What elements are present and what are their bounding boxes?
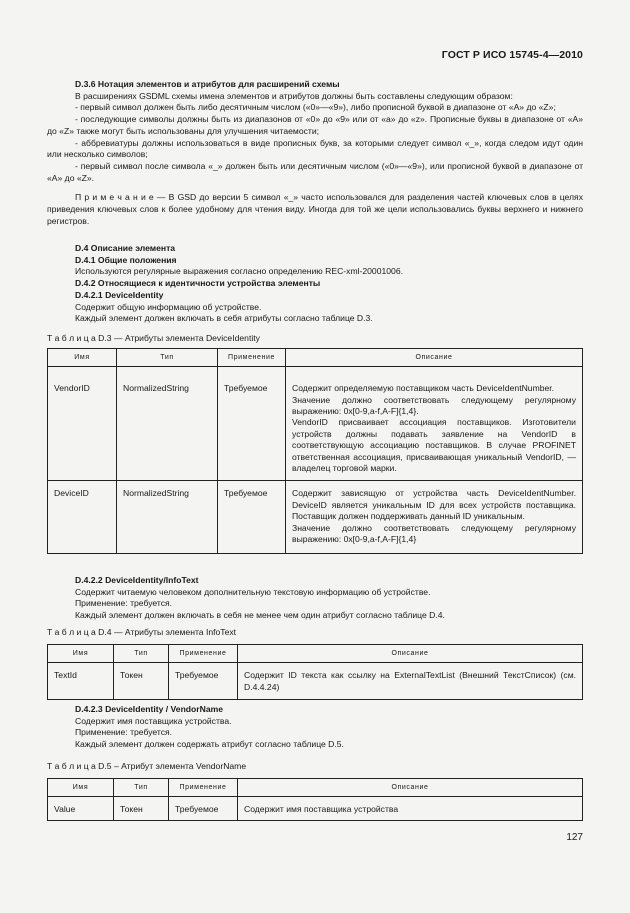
column-header: Применение	[169, 644, 238, 662]
description-text: Значение должно соответствовать следующему регулярному выражению: 0x[0-9,a-f,A-F]{1,4}	[292, 522, 576, 544]
cell-usage: Требуемое	[218, 367, 286, 481]
section-heading: D.4.2 Относящиеся к идентичности устройства элементы	[75, 278, 321, 289]
paragraph: В расширениях GSDML схемы имена элементов и атрибутов должны быть составлены следующим образом:	[75, 90, 513, 101]
table-caption-text: D.5 – Атрибут элемента VendorName	[95, 761, 247, 771]
table-row	[48, 367, 583, 481]
table-caption	[47, 333, 583, 345]
note-text: — В GSD до версии 5 символ «_» часто использовался для разделения частей ключевых слов в целях приведения ключевых слов к более удобному для чтения виду. Иногда для той же цели использовались буквы верхнего и нижнего регистров.	[47, 192, 583, 226]
standard-header: ГОСТ Р ИСО 15745-4—2010	[441, 49, 583, 61]
table-caption	[47, 761, 583, 773]
table-caption-text: D.4 — Атрибуты элемента InfoText	[95, 627, 237, 637]
section-heading: D.4.1 Общие положения	[75, 254, 177, 265]
cell-description: Содержит имя поставщика устройства	[238, 797, 583, 820]
column-header: Тип	[114, 778, 169, 796]
cell-usage: Требуемое	[169, 797, 238, 820]
cell-name: Value	[48, 797, 114, 820]
table-d4	[47, 644, 583, 700]
column-header: Имя	[48, 778, 114, 796]
cell-type: Токен	[114, 663, 169, 700]
section-heading: D.3.6 Нотация элементов и атрибутов для расширений схемы	[75, 79, 340, 89]
column-header: Применение	[218, 348, 286, 366]
table-d5-block	[47, 761, 583, 821]
paragraph: Применение: требуется.	[75, 727, 173, 738]
column-header: Описание	[238, 778, 583, 796]
paragraph: Содержит общую информацию об устройстве.	[75, 301, 262, 312]
table-caption-label: Т а б л и ц а	[47, 333, 96, 343]
column-header: Тип	[114, 644, 169, 662]
column-header: Описание	[286, 348, 583, 366]
table-d3	[47, 348, 583, 555]
cell-description	[286, 367, 583, 481]
paragraph: - последующие символы должны быть из диапазонов от «0» до «9» или от «a» до «z». Прописные буквы в диапазоне от «A» до «Z» также могут быть использованы для улучшения читаемости;	[47, 114, 583, 136]
section-d423	[47, 704, 583, 751]
paragraph: Каждый элемент должен включать в себя атрибуты согласно таблице D.3.	[75, 313, 373, 324]
table-row	[48, 797, 583, 820]
cell-type: Токен	[114, 797, 169, 820]
table-caption-text: D.3 — Атрибуты элемента DeviceIdentity	[95, 333, 260, 343]
page-number: 127	[566, 832, 583, 843]
column-header: Имя	[48, 348, 117, 366]
cell-description	[286, 481, 583, 554]
description-text: Значение должно соответствовать следующему регулярному выражению: 0x[0-9,a-f,A-F]{1,4}.	[292, 394, 576, 416]
table-header-row	[48, 778, 583, 796]
table-header-row	[48, 644, 583, 662]
table-row	[48, 481, 583, 554]
cell-usage: Требуемое	[169, 663, 238, 700]
section-d422	[47, 575, 583, 622]
section-heading: D.4 Описание элемента	[75, 243, 176, 253]
cell-type: NormalizedString	[117, 481, 218, 554]
paragraph: - первый символ должен быть либо десятичным числом («0»—«9»), либо прописной буквой в диапазоне от «A» до «Z»;	[75, 102, 556, 113]
paragraph: Содержит читаемую человеком дополнительную текстовую информацию об устройстве.	[75, 586, 431, 597]
paragraph: Применение: требуется.	[75, 598, 173, 609]
note	[47, 192, 583, 227]
table-caption-label: Т а б л и ц а	[47, 627, 96, 637]
cell-name: VendorID	[48, 367, 117, 481]
description-text: Содержит определяемую поставщиком часть DeviceIdentNumber.	[292, 383, 555, 394]
table-caption	[47, 627, 583, 639]
note-label: П р и м е ч а н и е	[75, 192, 154, 203]
cell-type: NormalizedString	[117, 367, 218, 481]
paragraph: - первый символ после символа «_» должен быть или десятичным числом («0»—«9»), или прописной буквой в диапазоне от «A» до «Z».	[47, 160, 583, 183]
paragraph: - аббревиатуры должны использоваться в виде прописных букв, за которыми следует символ «_», когда следом идут один или несколько символов;	[47, 137, 583, 160]
cell-name: DeviceID	[48, 481, 117, 554]
table-header-row	[48, 348, 583, 366]
paragraph: Используются регулярные выражения согласно определению REC-xml-20001006.	[75, 266, 404, 277]
column-header: Описание	[238, 644, 583, 662]
description-text: VendorID присваивает ассоциация поставщиков. Изготовители устройств должны подавать заявление на VendorID в соответствующую ассоциацию поставщиков. В случае PROFINET ответственная ассоциация, присваивающая уникальный VendorID, — владелец торговой марки.	[292, 417, 576, 473]
paragraph: Содержит имя поставщика устройства.	[75, 715, 232, 726]
section-heading: D.4.2.1 DeviceIdentity	[75, 289, 164, 300]
table-caption-label: Т а б л и ц а	[47, 761, 96, 771]
cell-usage: Требуемое	[218, 481, 286, 554]
column-header: Применение	[169, 778, 238, 796]
description-text: Содержит зависящую от устройства часть DeviceIdentNumber. DeviceID является уникальным ID для всех устройств поставщика. Поставщик должен поддерживать данный ID уникальным.	[292, 488, 576, 522]
section-heading: D.4.2.3 DeviceIdentity / VendorName	[75, 704, 224, 714]
table-d5	[47, 778, 583, 821]
section-d4	[47, 243, 583, 325]
table-d4-block	[47, 627, 583, 700]
paragraph: Каждый элемент должен содержать атрибут согласно таблице D.5.	[75, 739, 344, 750]
column-header: Тип	[117, 348, 218, 366]
column-header: Имя	[48, 644, 114, 662]
table-d3-block	[47, 333, 583, 554]
section-d36	[47, 79, 583, 227]
cell-description: Содержит ID текста как ссылку на ExternalTextList (Внешний ТекстСписок) (см. D.4.4.24)	[238, 663, 583, 700]
paragraph: Каждый элемент должен включать в себя не менее чем один атрибут согласно таблице D.4.	[75, 610, 445, 621]
cell-name: TextId	[48, 663, 114, 700]
section-heading: D.4.2.2 DeviceIdentity/InfoText	[75, 575, 199, 585]
table-row	[48, 663, 583, 700]
